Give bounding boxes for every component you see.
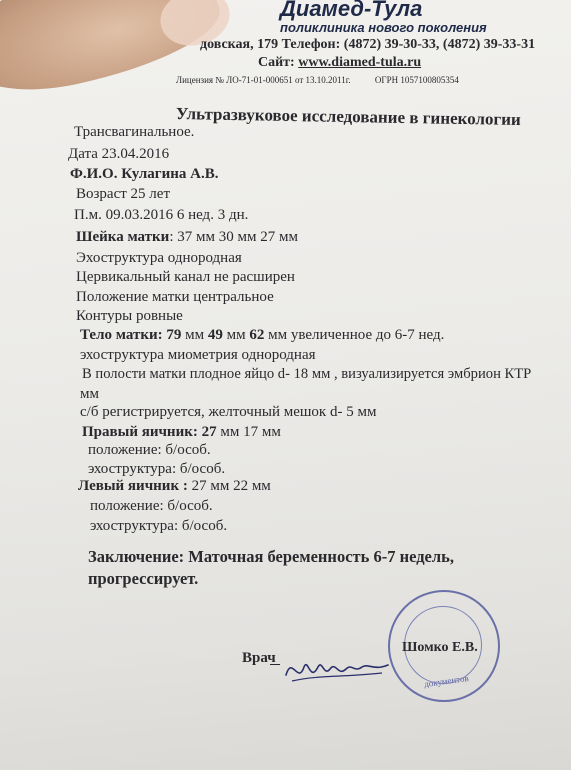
uterus-unit-3: мм <box>268 327 288 343</box>
cervical-canal: Цервикальный канал не расширен <box>76 269 295 285</box>
method-line: Трансвагинальное. <box>74 124 195 140</box>
uterus-body-line <box>80 327 444 344</box>
uterus-unit-2: мм <box>226 327 246 343</box>
doctor-name: Шомко Е.В. <box>402 640 478 655</box>
right-ovary-position: положение: б/особ. <box>88 442 211 458</box>
cervix-label: Шейка матки <box>76 229 170 245</box>
doctor-label: Врач <box>242 650 276 666</box>
left-ovary-position: положение: б/особ. <box>90 498 213 514</box>
left-ovary-line <box>78 478 271 495</box>
left-ovary-dims: 27 мм 22 мм <box>191 478 271 494</box>
conclusion-line-2: прогрессирует. <box>88 569 199 588</box>
page-title: Ультразвуковое исследование в гинекологии <box>175 104 521 130</box>
site-label: Сайт: <box>258 55 295 70</box>
right-ovary-echo: эхоструктура: б/особ. <box>88 461 226 477</box>
left-ovary-label: Левый яичник : <box>78 478 188 494</box>
conclusion-line-1: Заключение: Маточная беременность 6-7 недель, <box>88 547 454 566</box>
right-ovary-label: Правый яичник: <box>82 424 198 440</box>
right-ovary-rest: мм 17 мм <box>220 424 281 440</box>
uterus-d1: 79 <box>166 327 182 343</box>
uterus-note: увеличенное до 6-7 нед. <box>290 327 445 343</box>
date-line: Дата 23.04.2016 <box>68 146 170 162</box>
right-ovary-d1: 27 <box>201 424 217 440</box>
age-line: Возраст 25 лет <box>76 186 170 202</box>
stamp-text: документов <box>423 672 470 690</box>
heartbeat-line: с/б регистрируется, желточный мешок d- 5 мм <box>80 404 377 420</box>
site-line <box>258 55 421 71</box>
cervix-echo: Эхоструктура однородная <box>76 250 242 266</box>
uterus-position: Положение матки центральное <box>76 289 274 305</box>
license-text: Лицензия № ЛО-71-01-000651 от 13.10.2011г. <box>176 75 351 85</box>
license-line <box>176 75 459 85</box>
embryo-line: В полости матки плодное яйцо d- 18 мм , визуализируется эмбрион КТР <box>82 366 532 382</box>
uterus-d2: 49 <box>207 327 223 343</box>
clinic-logo: Диамед-Тула <box>280 0 423 21</box>
right-ovary-line <box>82 424 281 441</box>
contours-line: Контуры ровные <box>76 308 183 324</box>
lmp-line: П.м. 09.03.2016 6 нед. 3 дн. <box>74 207 249 223</box>
ogrn-text: ОГРН 1057100805354 <box>374 75 459 85</box>
left-ovary-echo: эхоструктура: б/особ. <box>90 518 228 534</box>
clinic-subtitle: поликлиника нового поколения <box>280 20 487 35</box>
site-url[interactable]: www.diamed-tula.ru <box>298 55 422 70</box>
cervix-values: : 37 мм 30 мм 27 мм <box>169 229 298 245</box>
myometrium-echo: эхоструктура миометрия однородная <box>80 347 316 363</box>
signature-image <box>278 645 398 695</box>
address-phone: довская, 179 Телефон: (4872) 39-30-33, (4872) 39-33-31 <box>200 37 536 52</box>
patient-name: Ф.И.О. Кулагина А.В. <box>70 166 219 182</box>
cervix-line <box>76 229 298 246</box>
embryo-unit: мм <box>80 386 99 402</box>
uterus-label: Тело матки: <box>80 327 163 343</box>
uterus-unit-1: мм <box>185 327 205 343</box>
uterus-d3: 62 <box>249 327 265 343</box>
